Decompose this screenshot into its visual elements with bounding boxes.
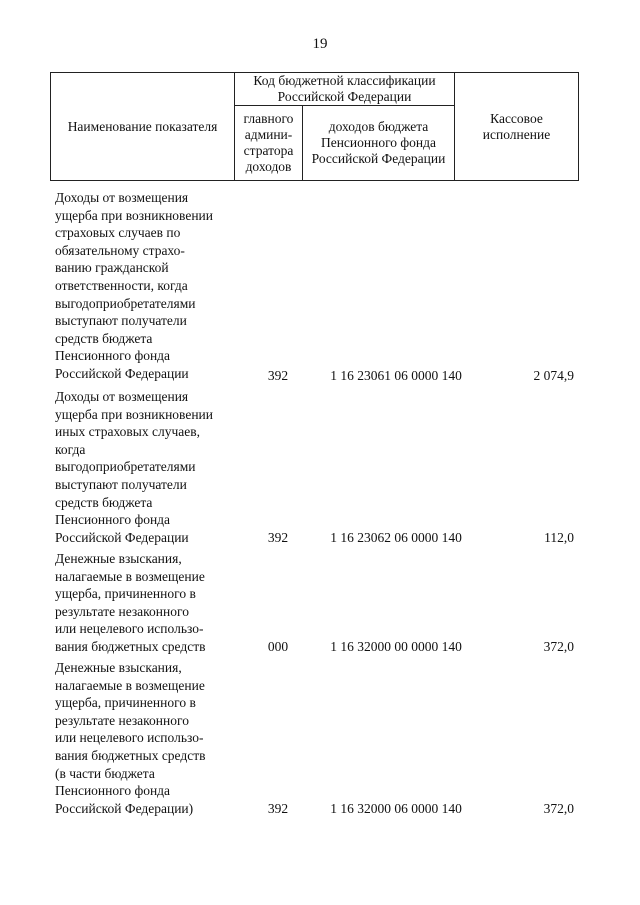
row-admin-code: 392 [267,801,289,817]
row-admin-code: 392 [267,368,289,384]
row-amount: 372,0 [543,801,574,817]
row-amount: 372,0 [543,639,574,655]
row-name: Доходы от возмещения ущерба при возникновении страховых случаев по обязательному страхо- ванию гражданской ответственности, когда выгодоприобретателями выступают получатели средств бюджета Пенсионного фонда Российской Федерации [55,190,214,381]
row-admin-code: 392 [267,530,289,546]
table-row [0,659,640,818]
table-header [50,72,579,181]
row-admin-code: 000 [267,639,289,655]
row-income-code: 1 16 32000 00 0000 140 [330,639,462,655]
header-admin-column: главного админи-стратора доходов [235,106,303,181]
row-income-code: 1 16 32000 06 0000 140 [330,801,462,817]
row-name: Денежные взыскания, налагаемые в возмещение ущерба, причиненного в результате незаконного или нецелевого использо- вания бюджетных средств [55,551,206,654]
table-row [0,388,640,547]
header-name-column: Наименование показателя [51,73,235,181]
row-name: Денежные взыскания, налагаемые в возмещение ущерба, причиненного в результате незаконного или нецелевого использо- вания бюджетных средств (в части бюджета Пенсионного фонда Российской Федерации) [55,660,206,816]
table-row [0,550,640,656]
row-amount: 112,0 [544,530,574,546]
row-amount: 2 074,9 [533,368,574,384]
page-number: 19 [312,36,328,52]
row-income-code: 1 16 23062 06 0000 140 [330,530,462,546]
header-income-column: доходов бюджета Пенсионного фонда Российской Федерации [303,106,455,181]
table-row [0,189,640,385]
row-name: Доходы от возмещения ущерба при возникновении иных страховых случаев, когда выгодоприобретателями выступают получатели средств бюджета Пенсионного фонда Российской Федерации [55,389,214,545]
header-execution-column: Кассовое исполнение [455,73,579,181]
header-classification: Код бюджетной классификации Российской Федерации [235,73,455,106]
row-income-code: 1 16 23061 06 0000 140 [330,368,462,384]
